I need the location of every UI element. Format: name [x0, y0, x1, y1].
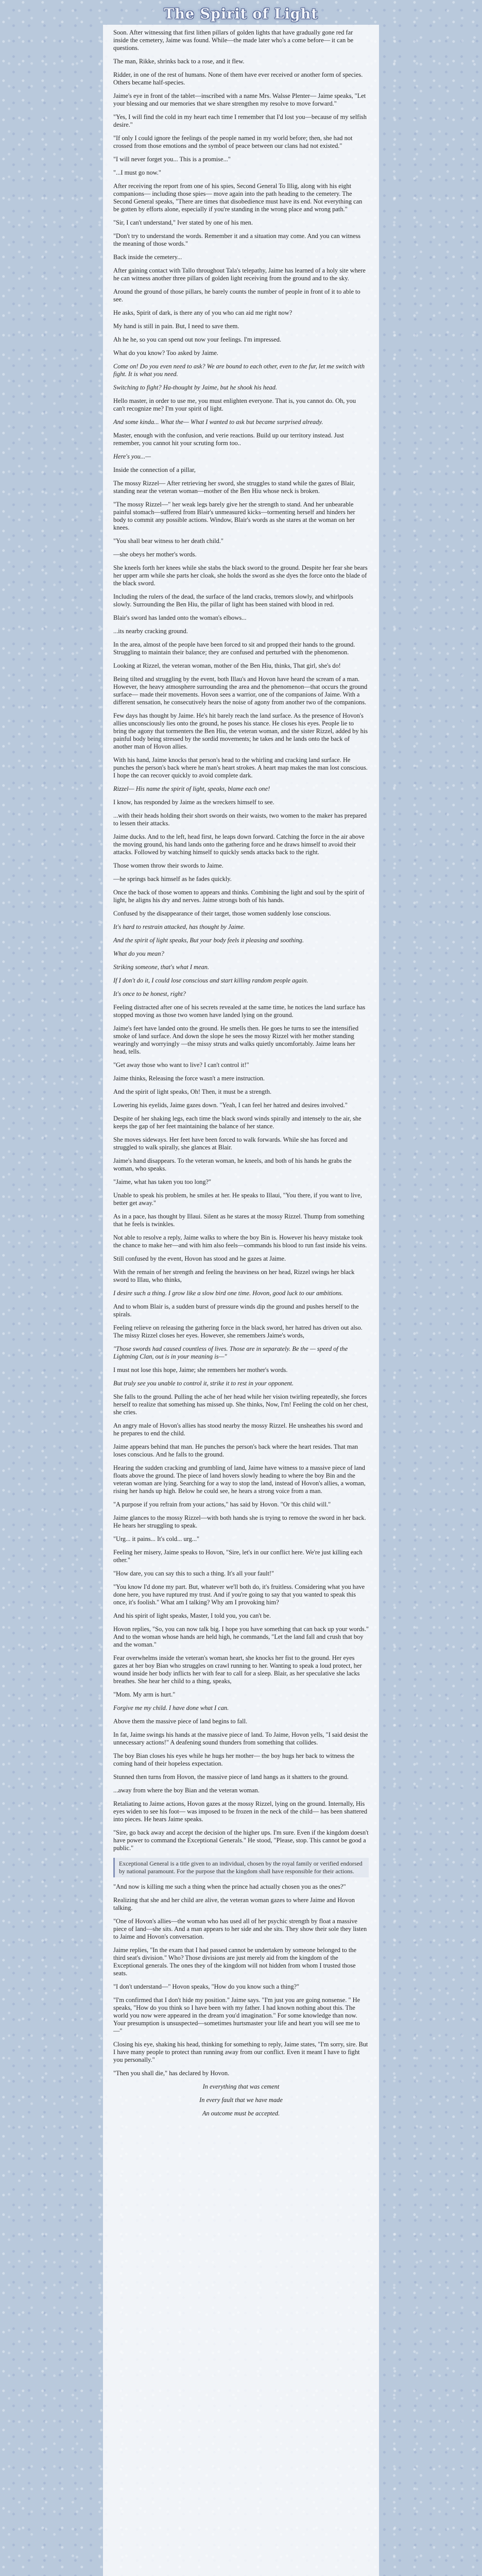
story-paragraph: "Sire, go back away and accept the decision of the higher ups. I'm sure. Even if the kingdom doesn't have power to command the Exceptional Generals." He stood, "Please, stop. This cannot be good a public."	[113, 1829, 369, 1852]
story-paragraph: Jaime appears behind that man. He punches the person's back where the heart resides. That man loses conscious. And he falls to the ground.	[113, 1443, 358, 1458]
story-paragraph: "Those swords had caused countless of lives. Those are in separately. Be the — speed of the Lightning Clan, out is in your meaning is—"	[113, 1345, 348, 1360]
story-paragraph: In fat, Jaime swings his hands at the massive piece of land. To Jaime, Hovon yells, "I said desist the unnecessary actions!" A deafening sound thunders from something that collides.	[113, 1731, 368, 1746]
story-paragraph: Unable to speak his problem, he smiles at her. He speaks to Illaui, "You there, if you want to live, better get away."	[113, 1192, 362, 1207]
story-paragraph: The mossy Rizzel— After retrieving her sword, she struggles to stand while the gazes of Blair, standing near the veteran woman—mother of the Ben Hiu whose neck is broken.	[113, 480, 355, 495]
story-paragraph: Jaime glances to the mossy Rizzel—with both hands she is trying to remove the sword in her back. He hears her struggling to speak.	[113, 1514, 366, 1529]
title-banner	[0, 5, 482, 25]
story-paragraph: I know, has responded by Jaime as the wreckers himself to see.	[113, 799, 274, 806]
story-paragraph: I desire such a thing. I grow like a slow bird one time. Hovon, good luck to our ambitions.	[113, 1290, 343, 1297]
story-paragraph: The man, Rikke, shrinks back to a rose, and it flew.	[113, 58, 245, 65]
story-paragraph: Being tilted and struggling by the event, both Illau's and Hovon have heard the scream of a man. However, the heavy atmosphere surrounding the area and the phenomenon—that occurs the ground surface— made their movements. Hovon sees a warrior, one of the companions of Jaime. With a different sensation, he consecutively hears the noise of agony from another two of the companions.	[113, 675, 368, 706]
story-paragraph: In the area, almost of the people have been forced to sit and propped their hands to the ground. Struggling to maintain their balance; they are confused and perturbed with the phenomenon.	[113, 641, 355, 656]
story-paragraph: Striking someone, that's what I mean.	[113, 963, 210, 971]
story-paragraph: Here's you...—	[113, 453, 151, 460]
story-paragraph: Come on! Do you even need to ask? We are bound to each other, even to the fur, let me switch with fight. It is what you need.	[113, 363, 365, 378]
story-paragraph: Jaime ducks. And to the left, head first, he leaps down forward. Catching the force in the air above the moving ground, his hand lands onto the gathering force and he draws himself to avoid their attacks. Followed by watching himself to quickly sends attacks back to the right.	[113, 833, 365, 856]
story-paragraph: What do you mean?	[113, 950, 164, 957]
story-paragraph: And his spirit of light speaks, Master, I told you, you can't be.	[113, 1612, 271, 1619]
story-paragraph: But truly see you unable to control it, strike it to rest in your opponent.	[113, 1380, 294, 1387]
story-paragraph: Around the ground of those pillars, he barely counts the number of people in front of it to able to see.	[113, 288, 360, 303]
story-paragraph: Stunned then turns from Hovon, the massive piece of land hangs as it shatters to the ground.	[113, 1773, 349, 1781]
story-paragraph: Few days has thought by Jaime. He's hit barely reach the land surface. As the presence of Hovon's allies unconsciously lies onto the ground, he poses his stance. He closes his eyes. People lie to bring the agony that tormenters the Ben Hiu, the veteran woman, and the sister Rizzel, added by his painful body being stressed by the sordid movements; he takes and he lands onto the back of another man of Hovon allies.	[113, 712, 368, 750]
story-paragraph: "I don't understand—" Hovon speaks, "How do you know such a thing?"	[113, 1983, 300, 1990]
story-paragraph: If I don't do it, I could lose conscious and start killing random people again.	[113, 977, 308, 984]
story-paragraph: "...I must go now."	[113, 169, 161, 176]
story-paragraph: She moves sideways. Her feet have been forced to walk forwards. While she has forced and struggled to walk spirally, she glances at Blair.	[113, 1136, 348, 1151]
story-paragraph: She kneels forth her knees while she stabs the black sword to the ground. Despite her fear she bears her upper arm while she parts her cloak, she holds the sword as she dyes the force onto the blade of the black sword.	[113, 564, 368, 587]
story-paragraph: It's hard to restrain attacked, has thought by Jaime.	[113, 923, 245, 930]
story-paragraph: Hovon replies, "So, you can now talk big. I hope you have something that can back up your words." And to the woman whose hands are held high, he commands, "Let the land fall and crush that boy and the woman."	[113, 1625, 369, 1648]
story-body	[103, 25, 379, 2576]
story-paragraph: "Sir, I can't understand," Iver stated by one of his men.	[113, 219, 253, 226]
story-title: The Spirit of Light	[164, 6, 318, 22]
story-paragraph: Despite of her shaking legs, each time the black sword winds spirally and intensely to the air, she keeps the gap of her feet maintaining the balance of her stance.	[113, 1115, 361, 1130]
story-paragraph: Feeling her misery, Jaime speaks to Hovon, "Sire, let's in our conflict here. We're just killing each other."	[113, 1549, 363, 1564]
story-paragraph: Lowering his eyelids, Jaime gazes down. "Yeah, I can feel her hatred and desires involved."	[113, 1101, 348, 1109]
story-paragraph: "Urg... it pains... It's cold... urg..."	[113, 1535, 200, 1543]
story-paragraph: "Jaime, what has taken you too long?"	[113, 1178, 212, 1185]
story-paragraph: Closing his eye, shaking his head, thinking for something to reply, Jaime states, "I'm sorry, sire. But I have many people to protect than running away from our conflict. Even it meant I have to fight you personally."	[113, 2041, 368, 2063]
story-paragraph: Back inside the cemetery...	[113, 253, 182, 261]
story-paragraph: I must not lose this hope, Jaime; she remembers her mother's words.	[113, 1366, 288, 1374]
story-paragraph: With the remain of her strength and feeling the heaviness on her head, Rizzel swings her black sword to Illau, who thinks,	[113, 1268, 355, 1283]
closing-verse-line: In every fault that we have made	[199, 2096, 283, 2104]
story-paragraph: And the spirit of light speaks, Oh! Then, it must be a strength.	[113, 1088, 272, 1095]
story-paragraph: ...its nearby cracking ground.	[113, 628, 188, 635]
story-paragraph: "You know I'd done my part. But, whatever we'll both do, it's fruitless. Considering what you have done here, you have ruptured my trust. And if you're going to say that you wanted to speak this once, it's foolish." What am I talking? Why am I provoking him?	[113, 1583, 365, 1606]
story-paragraph: Not able to resolve a reply, Jaime walks to where the boy Bin is. However his heavy mistake took the chance to make her—and with him also feels—commands his blood to run fast inside his veins.	[113, 1234, 367, 1249]
story-paragraph: Rizzel— His name the spirit of light, speaks, blame each one!	[113, 785, 270, 792]
story-paragraph: Jaime's feet have landed onto the ground. He smells then. He goes he turns to see the intensified smoke of land surface. And down the slope he sees the mossy Rizzel with her mother standing wearingly and worryingly —the missy struts and walks quietly uncomfortably. Jaime leans her head, tells.	[113, 1025, 359, 1055]
story-paragraph: Including the rulers of the dead, the surface of the land cracks, tremors slowly, and whirlpools slowly. Surrounding the Ben Hiu, the pillar of light has been stained with blood in red.	[113, 593, 353, 608]
story-paragraph: And to whom Blair is, a sudden burst of pressure winds dip the ground and pushes herself to the spirals.	[113, 1303, 359, 1318]
story-paragraph: Jaime's eye in front of the tablet—inscribed with a name Mrs. Walsse Plenter— Jaime speaks, "Let your blessing and our memories that we share strengthen my resolve to move forward."	[113, 92, 366, 107]
story-paragraph: "I'm confirmed that I don't hide my position." Jaime says. "I'm just you are going nonsense. " He speaks, "How do you think so I have been with my father. I had known nothing about this. The world you now were appeared in the dream you'd imagination." For some knowledge than now. Your presumption is unsuspected—sometimes hurtsmaster your life and heart you will see me to—"	[113, 1996, 360, 2035]
story-paragraph: He asks, Spirit of dark, is there any of you who can aid me right now?	[113, 309, 292, 316]
story-paragraph: ...away from where the boy Bian and the veteran woman.	[113, 1787, 260, 1794]
story-paragraph: And the spirit of light speaks, But your body feels it pleasing and soothing.	[113, 937, 304, 944]
story-paragraph: As in a pace, has thought by Illaui. Silent as he stares at the mossy Rizzel. Thump from something that he feels is twinkles.	[113, 1213, 365, 1228]
story-paragraph: ...with their heads holding their short swords on their waists, two women to the maker has prepared to lessen their attacks.	[113, 812, 367, 827]
story-paragraph: Jaime's hand disappears. To the veteran woman, he kneels, and both of his hands he grabs the woman, who speaks.	[113, 1157, 352, 1172]
story-paragraph: "I will never forget you... This is a promise..."	[113, 156, 231, 163]
story-paragraph: An angry male of Hovon's allies has stood nearby the mossy Rizzel. He unsheathes his sword and he prepares to end the child.	[113, 1422, 363, 1437]
story-paragraph: Jaime replies, "In the exam that I had passed cannot be undertaken by someone belonged to the third seat's division." Who? Those divisions are just merely aid from the kingdom of the Exceptional generals. The ones they of the kingdom will not hidden from whom I trusted those seats.	[113, 1946, 356, 1977]
story-paragraph: "The mossy Rizzel—" her weak legs barely give her the strength to stand. And her unbearable painful stomach—suffered from Blair's unmeasured kicks—tormenting herself and hinders her body to commit any possible actions. Window, Blair's words as she stares at the woman on her knees.	[113, 501, 355, 531]
story-paragraph: With his hand, Jaime knocks that person's head to the whirling and cracking land surface. He punches the person's back where he man's heart strokes. A heart map makes the man lost conscious. I hope the can recover quickly to avoid complete dark.	[113, 756, 368, 779]
story-paragraph: After receiving the report from one of his spies, Second General To Illig, along with his eight companions— including those spies— move again into the path heading to the cemetery. The Second General speaks, "There are times that disobedience must have its end. Not everything can be gotten by efforts alone, especially if you're standing in the wrong place and wrong path."	[113, 182, 363, 213]
story-paragraph: What do you know? Too asked by Jaime.	[113, 349, 218, 357]
story-paragraph: She falls to the ground. Pulling the ache of her head while her vision twirling repeatedly, she forces herself to realize that something has missed up. She thinks, Now, I'm! Feeling the cold on her chest, she cries.	[113, 1393, 368, 1416]
story-paragraph: Inside the connection of a pillar,	[113, 466, 196, 473]
footnote-box: Exceptional General is a title given to an individual, chosen by the royal family or verified endorsed by national paramount. For the purpose that the kingdom shall have responsible for their actions.	[113, 1858, 369, 1877]
story-paragraph: Blair's sword has landed onto the woman's elbows...	[113, 614, 247, 621]
story-paragraph: Those women throw their swords to Jaime.	[113, 862, 223, 869]
story-paragraph: After gaining contact with Tallo throughout Tala's telepathy, Jaime has learned of a holy site where he can witness another three pillars of golden light receiving from the ground and to the sky.	[113, 267, 366, 282]
story-paragraph: "Get away those who want to live? I can't control it!"	[113, 1061, 249, 1069]
story-paragraph: Feeling distracted after one of his secrets revealed at the same time, he notices the land surface has stopped moving as those two women have landed lying on the ground.	[113, 1004, 366, 1019]
story-paragraph: Confused by the disappearance of their target, those women suddenly lose conscious.	[113, 910, 331, 917]
story-paragraph: Hello master, in order to use me, you must enlighten everyone. That is, you cannot do. Oh, you can't recognize me? I'm your spirit of light.	[113, 397, 356, 412]
story-paragraph: Above them the massive piece of land begins to fall.	[113, 1718, 248, 1725]
story-paragraph: "Mom. My arm is hurt."	[113, 1691, 176, 1698]
story-paragraph: "Then you shall die," has declared by Hovon.	[113, 2070, 230, 2077]
story-paragraph: Retaliating to Jaime actions, Hovon gazes at the mossy Rizzel, lying on the ground. Internally, His eyes widen to see his foot— was imposed to be frozen in the neck of the child— has been shattered into pieces. He hears Jaime speaks.	[113, 1800, 368, 1823]
story-paragraph: Feeling relieve on releasing the gathering force in the black sword, her hatred has driven out also. The missy Rizzel closes her eyes. However, she remembers Jaime's words,	[113, 1324, 363, 1339]
story-paragraph: Master, enough with the confusion, and verie reactions. Build up our territory instead. Just remember, you cannot hit your scruting form too..	[113, 432, 344, 447]
story-paragraph: The boy Bian closes his eyes while he hugs her mother— the boy hugs her back to witness the coming hand of their hopeless expectation.	[113, 1752, 354, 1767]
story-paragraph: Forgive me my child. I have done what I can.	[113, 1704, 229, 1711]
story-paragraph: Ridder, in one of the rest of humans. None of them have ever received or another form of species. Others became half-species.	[113, 71, 363, 86]
story-paragraph: Ah he he, so you can spend out now your feelings. I'm impressed.	[113, 336, 282, 343]
story-paragraph: Fear overwhelms inside the veteran's woman heart, she knocks her fist to the ground. Her eyes gazes at her boy Bian who struggles on crawl running to her. Wanting to speak a loud protect, her wound inside her body inflicts her with fear to call for a sleep. Blair, as her speculative she lacks breathes. She hear her child to a thing, speaks,	[113, 1654, 362, 1685]
story-paragraph: Once the back of those women to appears and thinks. Combining the light and soul by the spirit of light, he aligns his dry and nerves. Jaime strongs both of his hands.	[113, 889, 365, 904]
story-paragraph: My hand is still in pain. But, I need to save them.	[113, 323, 239, 330]
story-paragraph: Soon. After witnessing that first lithen pillars of golden lights that have gradually gone red far inside the cemetery, Jaime was found. While—the made later who's a come before— it can be questions.	[113, 29, 354, 52]
story-paragraph: "Yes, I will find the cold in my heart each time I remember that I'd lost you—because of my selfish desire."	[113, 113, 367, 128]
story-paragraph: Looking at Rizzel, the veteran woman, mother of the Ben Hiu, thinks, That girl, she's do!	[113, 662, 341, 669]
story-paragraph: "How dare, you can say this to such a thing. It's all your fault!"	[113, 1570, 274, 1577]
story-paragraph: And some kinda... What the— What I wanted to ask but became surprised already.	[113, 418, 323, 426]
story-paragraph: "A purpose if you refrain from your actions," has said by Hovon. "Or this child will."	[113, 1501, 331, 1508]
story-paragraph: "You shall bear witness to her death child."	[113, 537, 223, 545]
story-paragraph: Realizing that she and her child are alive, the veteran woman gazes to where Jaime and Hovon talking.	[113, 1896, 355, 1911]
story-paragraph: "And now is killing me such a thing when the prince had actually chosen you as the ones?"	[113, 1883, 346, 1890]
story-paragraph: Switching to fight? Ha-thought by Jaime, but he shook his head.	[113, 384, 277, 391]
story-paragraph: —he springs back himself as he fades quickly.	[113, 875, 232, 883]
story-paragraph: It's once to be honest, right?	[113, 990, 186, 997]
story-paragraph: "If only I could ignore the feelings of the people named in my world before; then, she had not crossed from those emotions and the symbol of peace between our clans had not existed."	[113, 134, 353, 149]
story-paragraph: Still confused by the event, Hovon has stood and he gazes at Jaime.	[113, 1255, 286, 1262]
story-paragraph: Jaime thinks, Releasing the force wasn't a mere instruction.	[113, 1075, 265, 1082]
story-paragraph: Hearing the sudden cracking and grumbling of land, Jaime have witness to a massive piece of land floats above the ground. The piece of land hovers slowly heading to where the boy Bin and the veteran woman are lying. Searching for a way to stop the land, instead of Hovon's allies, a woman, rising her hands up high. Below he could see, he hears a strong voice from a man.	[113, 1464, 366, 1495]
closing-verse-line: An outcome must be accepted.	[202, 2110, 280, 2117]
story-paragraph: —she obeys her mother's words.	[113, 551, 197, 558]
story-paragraph: "Don't try to understand the words. Remember it and a situation may come. And you can witness the meaning of those words."	[113, 232, 361, 247]
story-paragraph: "One of Hovon's allies—the woman who has used all of her psychic strength by float a massive piece of land—she sits. And a man appears to her side and she sits. They show their sole they listen to Jaime and Hovon's conversation.	[113, 1918, 367, 1940]
closing-verse-line: In everything that was cement	[202, 2083, 280, 2090]
